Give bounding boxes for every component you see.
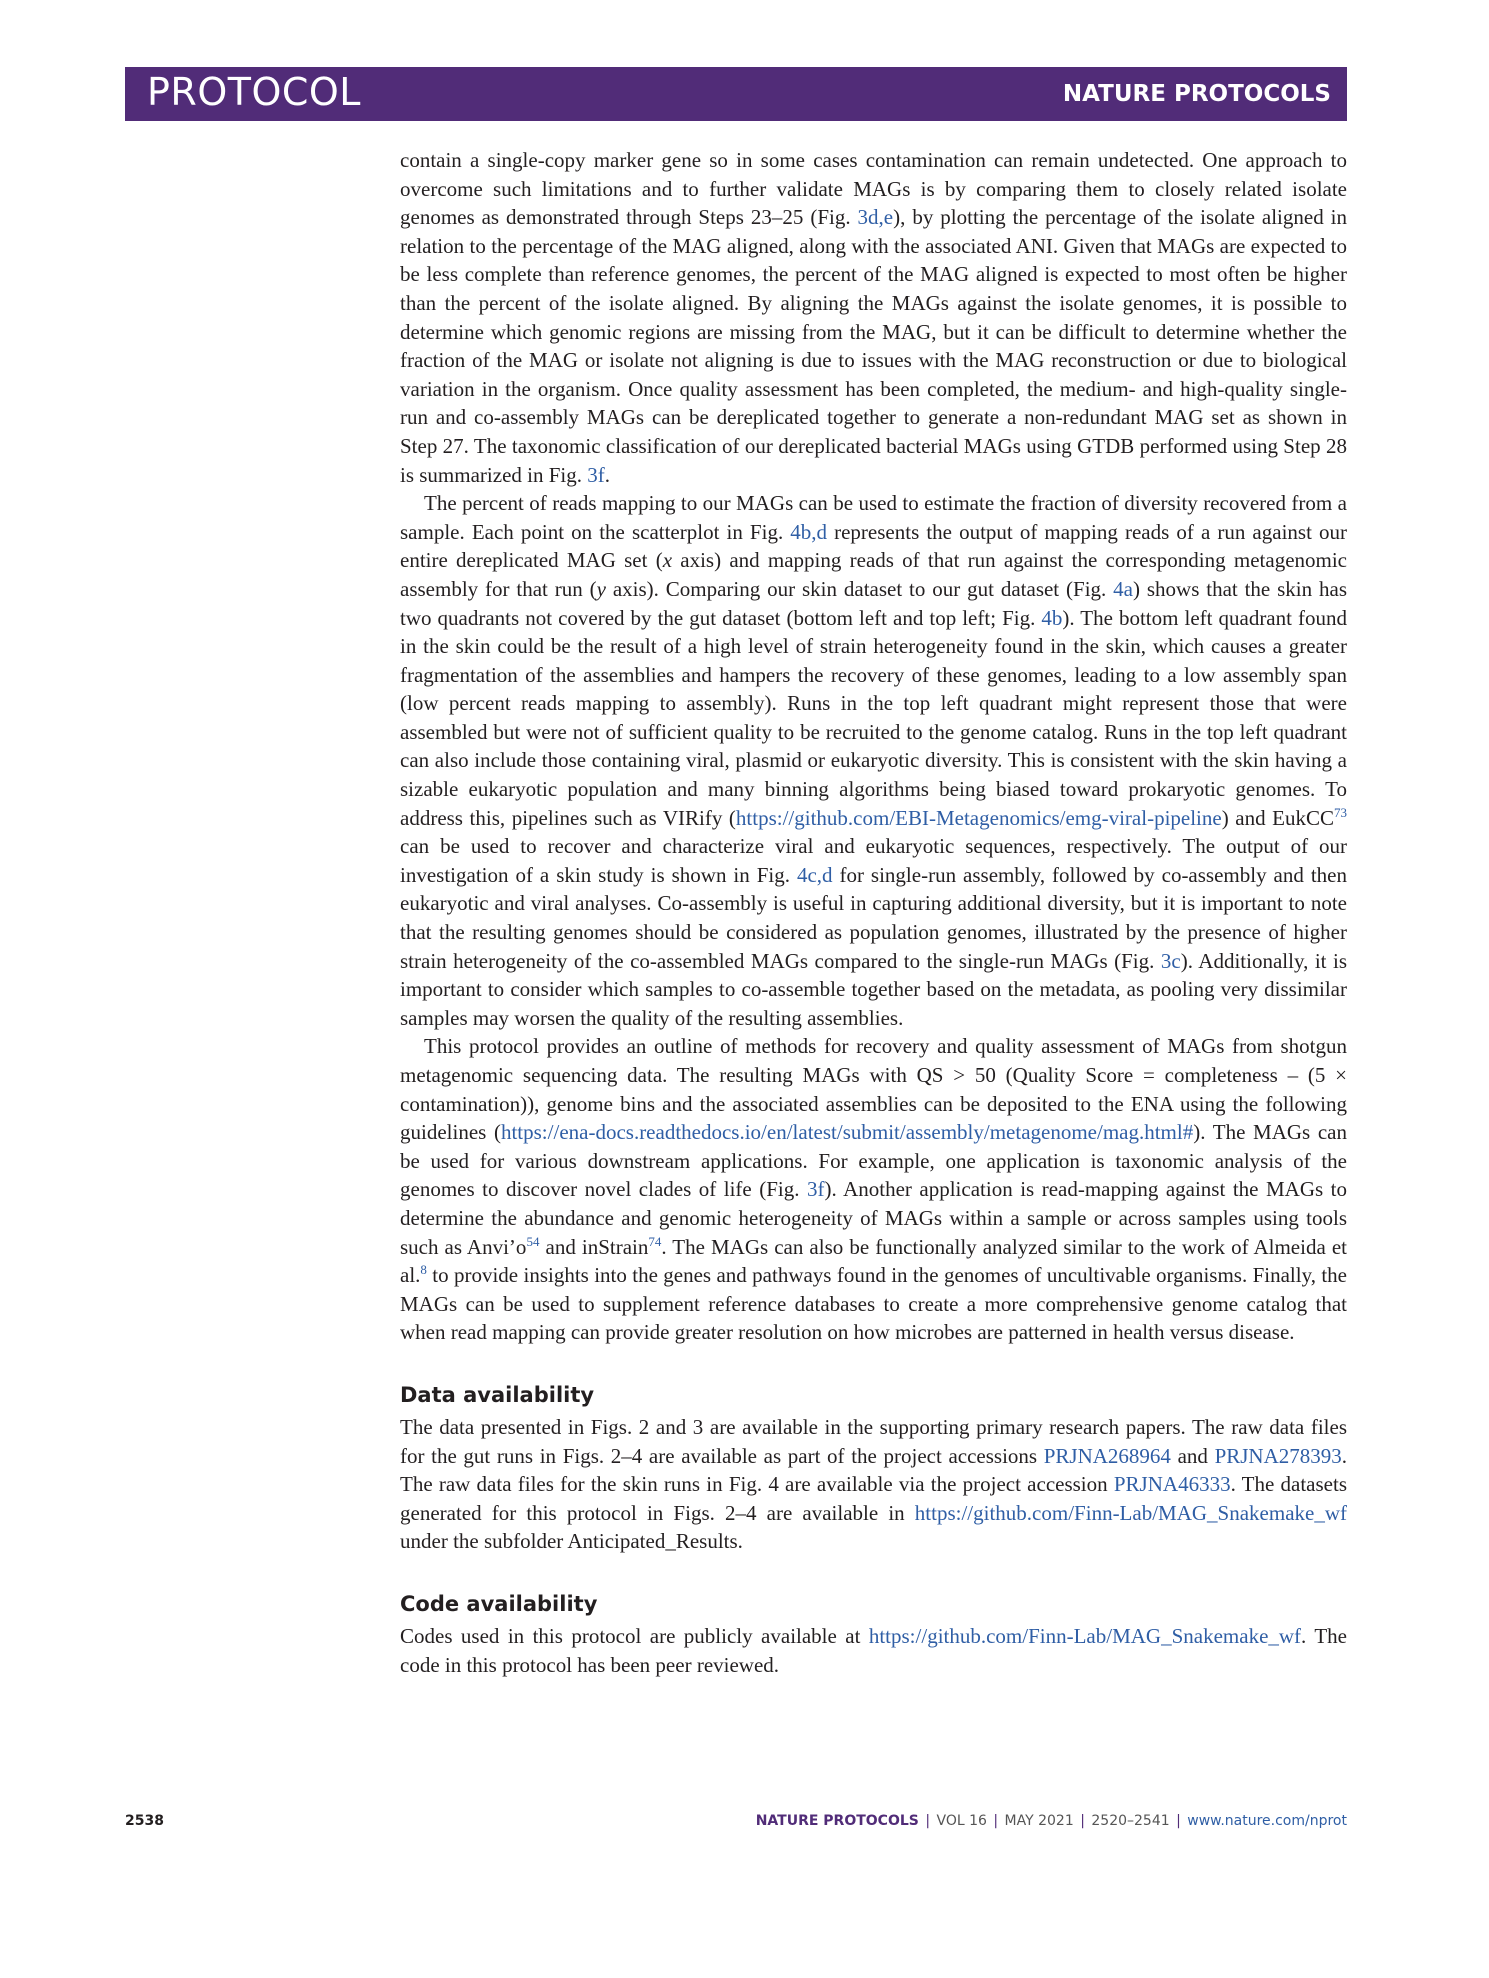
code-availability-text: Codes used in this protocol are publicly available at https://github.com/Finn-Lab/MAG_Snakemake_wf. The code in this protocol has been peer reviewed. xyxy=(400,1623,1347,1677)
virify-link[interactable]: https://github.com/EBI-Metagenomics/emg-viral-pipeline xyxy=(735,805,1222,830)
fig-3de-link[interactable]: 3d,e xyxy=(857,205,894,230)
header-bar xyxy=(125,67,1347,121)
paragraph-diversity: The percent of reads mapping to our MAGs can be used to estimate the fraction of diversity recovered from a sample. Each point on the scatterplot in Fig. 4b,d represents the output of mapping reads of a run against our entire dereplicated MAG set (x axis) and mapping reads of that run against the corresponding metagenomic assembly for that run (y axis). Comparing our skin dataset to our gut dataset (Fig. 4a) shows that the skin has two quadrants not covered by the gut dataset (bottom left and top left; Fig. 4b). The bottom left quadrant found in the skin could be the result of a high level of strain heterogeneity found in the skin, which causes a greater fragmentation of the assemblies and hampers the recovery of these genomes, leading to a low assembly span (low percent reads mapping to assembly). Runs in the top left quadrant might represent those that were assembled but were not of sufficient quality to be recruited to the genome catalog. Runs in the top left quadrant can also include those containing viral, plasmid or eukaryotic diversity. This is consistent with the skin having a sizable eukaryotic population and many binning algorithms being biased toward prokaryotic genomes. To address this, pipelines such as VIRify (https://github.com/EBI-Metagenomics/emg-viral-pipeline) and EukCC$^{73}$ can be used to recover and characterize viral and eukaryotic sequences, respectively. The output of our investigation of a skin study is shown in Fig. 4c,d for single-run assembly, followed by co-assembly and then eukaryotic and viral analyses. Co-assembly is useful in capturing additional diversity, but it is important to note that the resulting genomes should be considered as population genomes, illustrated by the presence of higher strain heterogeneity of the co-assembled MAGs compared to the single-run MAGs (Fig. 3c). Additionally, it is important to consider which samples to co-assemble together based on the metadata, as pooling very dissimilar samples may worsen the quality of the resulting assemblies. xyxy=(400,491,1348,1030)
footer-journal: NATURE PROTOCOLS xyxy=(755,1813,919,1829)
ref-54[interactable]: 54 xyxy=(526,1233,540,1249)
footer-url[interactable]: www.nature.com/nprot xyxy=(1187,1813,1347,1829)
github-repo-link[interactable]: https://github.com/Finn-Lab/MAG_Snakemake_wf xyxy=(914,1500,1347,1525)
footer-date: MAY 2021 xyxy=(1004,1813,1074,1829)
fig-4bd-link[interactable]: 4b,d xyxy=(790,519,828,544)
data-availability-heading: Data availability xyxy=(400,1382,595,1407)
github-code-link[interactable]: https://github.com/Finn-Lab/MAG_Snakemake_wf xyxy=(868,1623,1302,1648)
ref-8[interactable]: 8 xyxy=(420,1262,427,1278)
prjna268964-link[interactable]: PRJNA268964 xyxy=(1043,1443,1171,1468)
ref-74[interactable]: 74 xyxy=(648,1233,662,1249)
journal-label: NATURE PROTOCOLS xyxy=(1062,81,1331,107)
prjna46333-link[interactable]: PRJNA46333 xyxy=(1113,1472,1231,1497)
fig-3f-link-2[interactable]: 3f xyxy=(807,1177,825,1202)
code-availability-heading: Code availability xyxy=(400,1591,598,1616)
citation-line: NATURE PROTOCOLS | VOL 16 | MAY 2021 | 2520–2541 | www.nature.com/nprot xyxy=(755,1813,1347,1829)
footer-pages: 2520–2541 xyxy=(1091,1813,1170,1829)
fig-3c-link[interactable]: 3c xyxy=(1160,948,1181,973)
footer-volume: VOL 16 xyxy=(936,1813,987,1829)
fig-4a-link[interactable]: 4a xyxy=(1113,576,1133,601)
page-footer xyxy=(125,1813,1347,1837)
paragraph-outline: This protocol provides an outline of methods for recovery and quality assessment of MAGs from shotgun metagenomic sequencing data. The resulting MAGs with QS > 50 (Quality Score = completeness – (5 × contamination)), genome bins and the associated assemblies can be deposited to the ENA using the following guidelines (https://ena-docs.readthedocs.io/en/latest/submit/assembly/metagenome/mag.html#). The MAGs can be used for various downstream applications. For example, one application is taxonomic analysis of the genomes to discover novel clades of life (Fig. 3f). Another application is read-mapping against the MAGs to determine the abundance and genomic heterogeneity of MAGs within a sample or across samples using tools such as $Anvi’o^{54}$ and inStrain$^{74}$. The MAGs can also be functionally analyzed similar to the work of Almeida et al.$^8$ to provide insights into the genes and pathways found in the genomes of uncultivable organisms. Finally, the MAGs can be used to supplement reference databases to create a more comprehensive genome catalog that when read mapping can provide greater resolution on how microbes are patterned in health versus disease. xyxy=(400,1034,1347,1345)
fig-3f-link[interactable]: 3f xyxy=(587,462,605,487)
ena-guidelines-link[interactable]: https://ena-docs.readthedocs.io/en/latest/submit/assembly/metagenome/mag.html# xyxy=(500,1120,1194,1145)
section-label: PROTOCOL xyxy=(147,70,361,114)
paragraph-continuation: contain a single-copy marker gene so in some cases contamination can remain undetected. One approach to overcome such limitations and to further validate MAGs is by comparing them to closely related isolate genomes as demonstrated through Steps 23–25 (Fig. 3d,e), by plotting the percentage of the isolate aligned in relation to the percentage of the MAG aligned, along with the associated ANI. Given that MAGs are expected to be less complete than reference genomes, the percent of the MAG aligned is expected to most often be higher than the percent of the isolate aligned. By aligning the MAGs against the isolate genomes, it is possible to determine which genomic regions are missing from the MAG, but it can be difficult to determine whether the fraction of the MAG or isolate not aligning is due to issues with the MAG reconstruction or due to biological variation in the organism. Once quality assessment has been completed, the medium- and high-quality single-run and co-assembly MAGs can be dereplicated together to generate a non-redundant MAG set as shown in Step 27. The taxonomic classification of our dereplicated bacterial MAGs using GTDB performed using Step 28 is summarized in Fig. 3f. xyxy=(400,148,1347,487)
fig-4b-link[interactable]: 4b xyxy=(1041,605,1063,630)
ref-73[interactable]: 73 xyxy=(1334,804,1348,820)
prjna278393-link[interactable]: PRJNA278393 xyxy=(1214,1443,1342,1468)
data-availability-text: The data presented in Figs. 2 and 3 are available in the supporting primary research papers. The raw data files for the gut runs in Figs. 2–4 are available as part of the project accessions PRJNA268964 and PRJNA278393. The raw data files for the skin runs in Fig. 4 are available via the project accession PRJNA46333. The datasets generated for this protocol in Figs. 2–4 are available in https://github.com/Finn-Lab/MAG_Snakemake_wf under the subfolder Anticipated_Results. xyxy=(400,1414,1348,1554)
page-number: 2538 xyxy=(125,1813,164,1829)
article-body xyxy=(400,146,1347,1679)
fig-4cd-link[interactable]: 4c,d xyxy=(796,862,833,887)
